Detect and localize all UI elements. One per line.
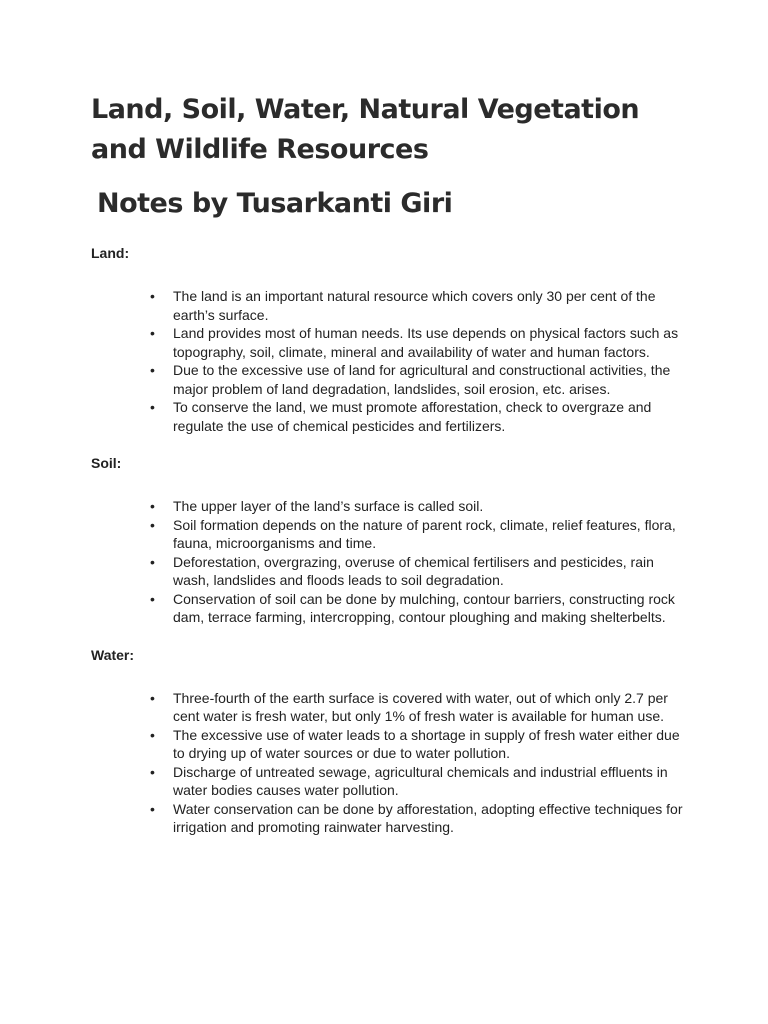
section-heading-soil: Soil: — [91, 455, 122, 471]
list-item: • The land is an important natural resource which covers only 30 per cent of the earth’s surface. — [173, 287, 693, 324]
bullet-list-water — [91, 689, 693, 837]
bullet-list-soil — [91, 497, 693, 627]
bullet-list-land — [91, 287, 693, 435]
page-subtitle: Notes by Tusarkanti Giri — [97, 188, 453, 219]
list-item: • The excessive use of water leads to a shortage in supply of fresh water either due to drying up of water sources or due to water pollution. — [173, 726, 693, 763]
section-heading-land: Land: — [91, 245, 130, 261]
list-item: • Due to the excessive use of land for agricultural and constructional activities, the major problem of land degradation, landslides, soil erosion, etc. arises. — [173, 361, 693, 398]
list-item: • To conserve the land, we must promote afforestation, check to overgraze and regulate the use of chemical pesticides and fertilizers. — [173, 398, 693, 435]
section-land — [91, 244, 768, 435]
section-soil — [91, 454, 768, 627]
list-item: • Deforestation, overgrazing, overuse of chemical fertilisers and pesticides, rain wash, landslides and floods leads to soil degradation. — [173, 553, 693, 590]
list-item: • Conservation of soil can be done by mulching, contour barriers, constructing rock dam, terrace farming, intercropping, contour ploughing and making shelterbelts. — [173, 590, 693, 627]
list-item: • The upper layer of the land’s surface is called soil. — [173, 497, 693, 516]
list-item: • Water conservation can be done by afforestation, adopting effective techniques for irrigation and promoting rainwater harvesting. — [173, 800, 693, 837]
page-title: Land, Soil, Water, Natural Vegetation and Wildlife Resources — [91, 94, 640, 165]
list-item: • Land provides most of human needs. Its use depends on physical factors such as topography, soil, climate, mineral and availability of water and human factors. — [173, 324, 693, 361]
list-item: • Soil formation depends on the nature of parent rock, climate, relief features, flora, fauna, microorganisms and time. — [173, 516, 693, 553]
list-item: • Three-fourth of the earth surface is covered with water, out of which only 2.7 per cent water is fresh water, but only 1% of fresh water is available for human use. — [173, 689, 693, 726]
section-water — [91, 646, 768, 837]
section-heading-water: Water: — [91, 646, 135, 663]
list-item: • Discharge of untreated sewage, agricultural chemicals and industrial effluents in water bodies causes water pollution. — [173, 763, 693, 800]
